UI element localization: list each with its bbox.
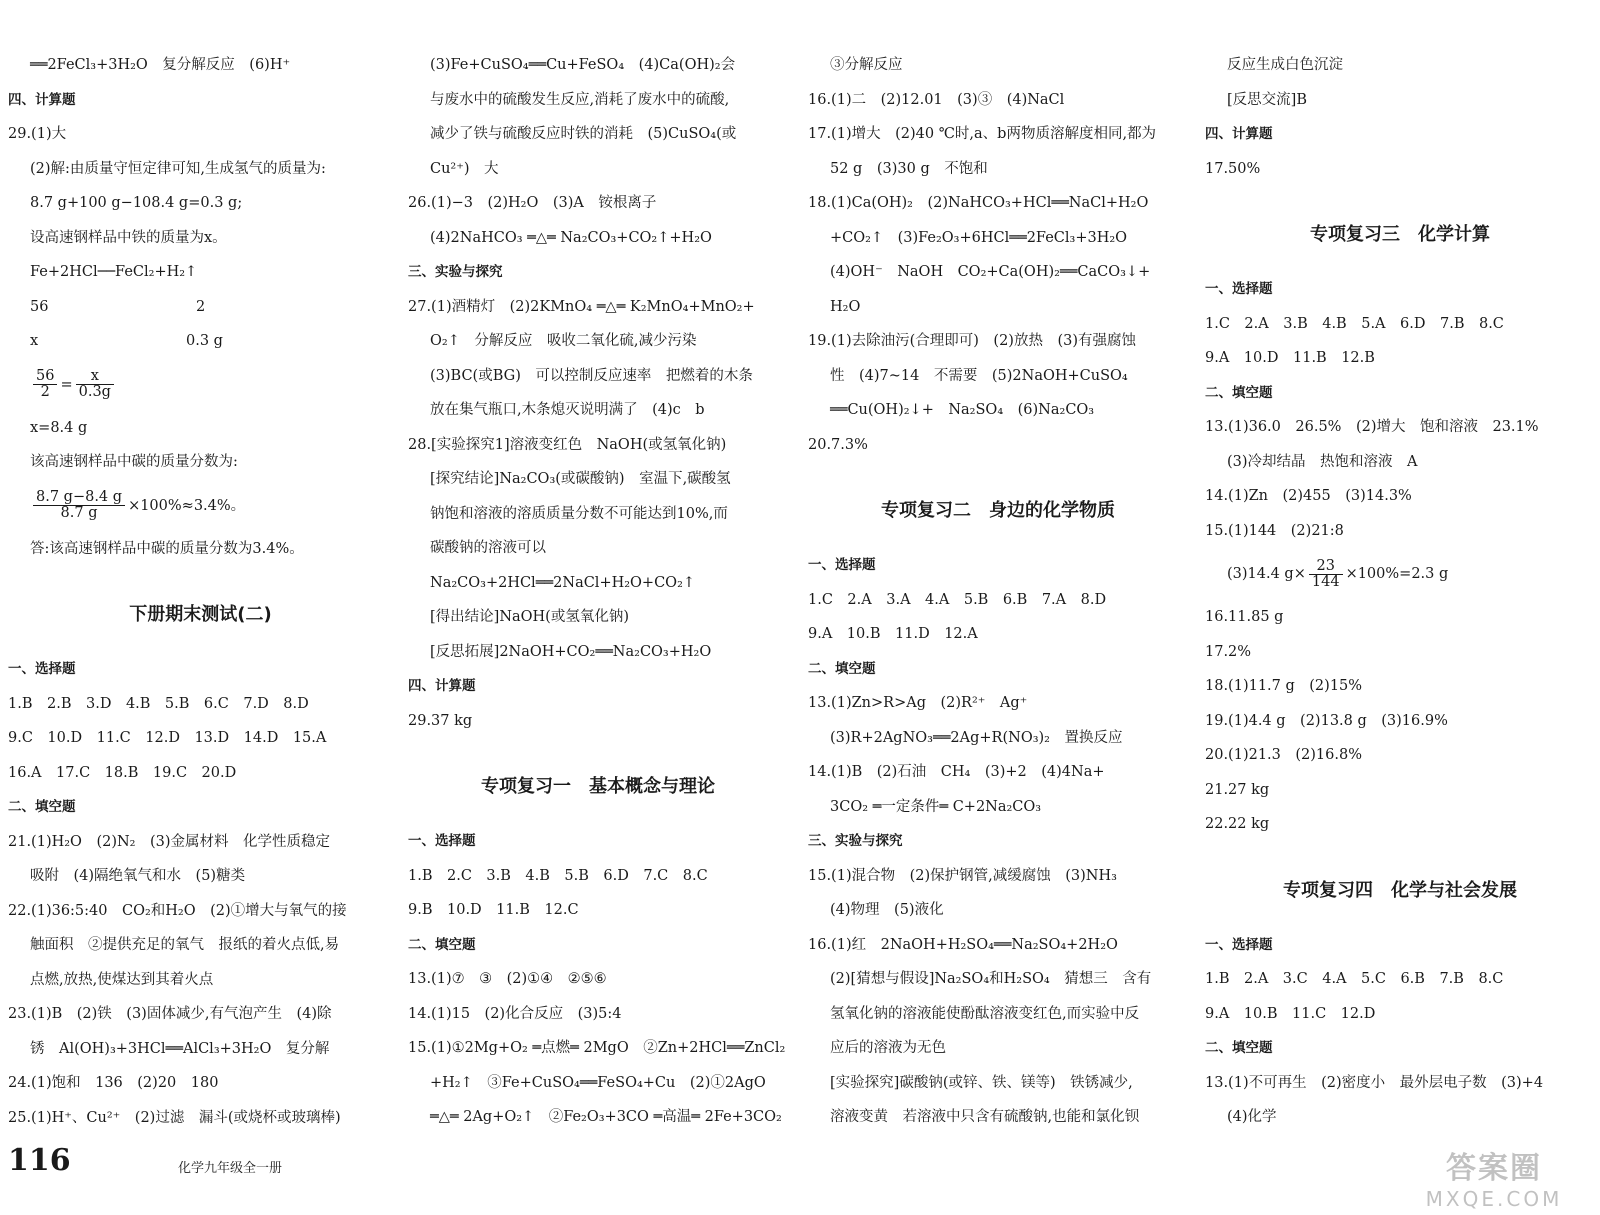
section-heading: 二、填空题 <box>1205 384 1273 401</box>
choice-answers: 9.C 10.D 11.C 12.D 13.D 14.D 15.A <box>8 730 327 746</box>
text-line: 点燃,放热,使煤达到其着火点 <box>30 971 214 988</box>
text-line: 16.(1)红 2NaOH+H₂SO₄══Na₂SO₄+2H₂O <box>808 936 1118 953</box>
text-line: ═△═ 2Ag+O₂↑ ②Fe₂O₃+3CO ═高温═ 2Fe+3CO₂ <box>430 1109 782 1125</box>
choice-answers: 1.B 2.A 3.C 4.A 5.C 6.B 7.B 8.C <box>1205 971 1504 987</box>
text-line: 29.37 kg <box>408 712 473 729</box>
section-heading: 四、计算题 <box>408 678 476 694</box>
choice-answers: 9.B 10.D 11.B 12.C <box>408 902 579 918</box>
text-line: 16.(1)二 (2)12.01 (3)③ (4)NaCl <box>808 91 1065 108</box>
fraction: $\frac{8.7 g-8.4 g}{8.7 g}$ <box>33 490 125 521</box>
column-2 <box>408 48 788 1135</box>
column-1 <box>8 48 393 1135</box>
choice-answers: 16.A 17.C 18.B 19.C 20.D <box>8 764 237 781</box>
section-heading: 二、填空题 <box>808 660 876 677</box>
section-heading: 一、选择题 <box>408 833 476 849</box>
column-4 <box>1205 48 1595 1135</box>
section-heading: 二、填空题 <box>1205 1040 1273 1056</box>
section-title: 下册期末测试(二) <box>129 604 272 625</box>
text-line: 29.(1)大 <box>8 126 67 142</box>
text-line: 触面积 ②提供充足的氧气 报纸的着火点低,易 <box>30 937 340 953</box>
text-line: (3)冷却结晶 热饱和溶液 A <box>1227 453 1418 470</box>
text-line: 20.(1)21.3 (2)16.8% <box>1205 747 1362 763</box>
text-line: 减少了铁与硫酸反应时铁的消耗 (5)CuSO₄(或 <box>430 126 737 142</box>
text-line: 21.(1)H₂O (2)N₂ (3)金属材料 化学性质稳定 <box>8 833 331 850</box>
section-title: 专项复习二 身边的化学物质 <box>881 500 1115 521</box>
text-line: 18.(1)11.7 g (2)15% <box>1205 678 1363 694</box>
section-heading: 一、选择题 <box>1205 936 1273 953</box>
text-line: [探究结论]Na₂CO₃(或碳酸钠) 室温下,碳酸氢 <box>430 471 731 487</box>
text-line: 13.(1)36.0 26.5% (2)增大 饱和溶液 23.1% <box>1205 419 1539 435</box>
text-line: 应后的溶液为无色 <box>830 1040 946 1056</box>
text-line: (3)BC(或BG) 可以控制反应速率 把燃着的木条 <box>430 367 753 384</box>
choice-answers: 1.C 2.A 3.B 4.B 5.A 6.D 7.B 8.C <box>1205 315 1504 332</box>
choice-answers: 1.C 2.A 3.A 4.A 5.B 6.B 7.A 8.D <box>808 591 1107 608</box>
section-heading: 二、填空题 <box>8 799 76 815</box>
text-line: [反思交流]B <box>1227 91 1307 108</box>
text-line: O₂↑ 分解反应 吸收二氧化硫,减少污染 <box>430 333 697 349</box>
text-line: 24.(1)饱和 136 (2)20 180 <box>8 1075 219 1091</box>
section-heading: 四、计算题 <box>8 91 76 108</box>
text-line: (4)物理 (5)液化 <box>830 902 944 918</box>
watermark-url: MXQE.COM <box>1425 1187 1563 1211</box>
text-line: 该高速钢样品中碳的质量分数为: <box>30 454 238 470</box>
text-line: 氢氧化钠的溶液能使酚酞溶液变红色,而实验中反 <box>830 1005 1140 1022</box>
text-line: 13.(1)不可再生 (2)密度小 最外层电子数 (3)+4 <box>1205 1074 1544 1091</box>
ratio-right: 2 <box>196 298 206 315</box>
text-line: 27.(1)酒精灯 (2)2KMnO₄ ═△═ K₂MnO₄+MnO₂+ <box>408 298 755 315</box>
section-title: 专项复习四 化学与社会发展 <box>1283 879 1517 901</box>
text-line: x=8.4 g <box>30 419 88 436</box>
text-line: 碳酸钠的溶液可以 <box>430 540 546 556</box>
ratio-left: x <box>30 333 39 349</box>
fraction: $\frac{x}{0.3g}$ <box>76 369 114 400</box>
section-heading: 一、选择题 <box>808 557 876 573</box>
text-line: 23.(1)B (2)铁 (3)固体减少,有气泡产生 (4)除 <box>8 1006 332 1022</box>
choice-answers: 9.A 10.D 11.B 12.B <box>1205 350 1375 366</box>
text-line: (4)OH⁻ NaOH CO₂+Ca(OH)₂══CaCO₃↓+ <box>830 264 1151 280</box>
text-line: 13.(1)Zn>R>Ag (2)R²⁺ Ag⁺ <box>808 695 1028 711</box>
text-line: 15.(1)混合物 (2)保护钢管,减缓腐蚀 (3)NH₃ <box>808 867 1117 884</box>
text-line: 吸附 (4)隔绝氧气和水 (5)糖类 <box>30 868 246 884</box>
text-line: H₂O <box>830 298 861 315</box>
text-line: 17.2% <box>1205 643 1252 660</box>
text-line: 锈 Al(OH)₃+3HCl══AlCl₃+3H₂O 复分解 <box>30 1040 330 1057</box>
text-line: 17.(1)增大 (2)40 ℃时,a、b两物质溶解度相同,都为 <box>808 126 1157 142</box>
page-number: 116 <box>8 1143 71 1178</box>
text-line: (2)解:由质量守恒定律可知,生成氢气的质量为: <box>30 160 326 177</box>
text-line: 22.(1)36:5:40 CO₂和H₂O (2)①增大与氧气的接 <box>8 902 347 919</box>
section-heading: 四、计算题 <box>1205 126 1273 142</box>
section-title: 专项复习三 化学计算 <box>1310 224 1490 245</box>
choice-answers: 1.B 2.C 3.B 4.B 5.B 6.D 7.C 8.C <box>408 867 708 884</box>
proportion-equation: $\frac{56}{2}$ = $\frac{x}{0.3g}$ <box>8 359 393 411</box>
text-line: 性 (4)7~14 不需要 (5)2NaOH+CuSO₄ <box>830 367 1128 384</box>
text-line: 15.(1)144 (2)21:8 <box>1205 522 1344 539</box>
text-line: 22.22 kg <box>1205 816 1270 832</box>
text-line: 17.50% <box>1205 160 1261 177</box>
section-title: 专项复习一 基本概念与理论 <box>481 776 715 797</box>
percent-equation: $\frac{8.7 g-8.4 g}{8.7 g}$ ×100%≈3.4%。 <box>8 480 393 532</box>
text-line: 放在集气瓶口,木条熄灭说明满了 (4)c b <box>430 402 705 418</box>
text-line: 21.27 kg <box>1205 781 1270 798</box>
text-line: [实验探究]碳酸钠(或锌、铁、镁等) 铁锈减少, <box>830 1074 1133 1091</box>
watermark-logo <box>1394 1143 1594 1211</box>
text-line: Cu²⁺) 大 <box>430 160 499 177</box>
text-line: 与废水中的硫酸发生反应,消耗了废水中的硫酸, <box>430 91 730 108</box>
fraction: $\frac{23}{144}$ <box>1309 559 1343 590</box>
text-line: 答:该高速钢样品中碳的质量分数为3.4%。 <box>30 540 304 557</box>
text-line: 14.(1)Zn (2)455 (3)14.3% <box>1205 488 1412 504</box>
section-heading: 一、选择题 <box>1205 281 1273 297</box>
text-line: 14.(1)15 (2)化合反应 (3)5:4 <box>408 1005 622 1022</box>
ratio-line <box>8 290 393 325</box>
text-line: 钠饱和溶液的溶质质量分数不可能达到10%,而 <box>430 505 728 522</box>
text-line: 15.(1)①2Mg+O₂ ═点燃═ 2MgO ②Zn+2HCl══ZnCl₂ <box>408 1040 786 1056</box>
text-line: [反思拓展]2NaOH+CO₂══Na₂CO₃+H₂O <box>430 643 712 660</box>
text-line: 28.[实验探究1]溶液变红色 NaOH(或氢氧化钠) <box>408 436 727 453</box>
text-line: 18.(1)Ca(OH)₂ (2)NaHCO₃+HCl══NaCl+H₂O <box>808 195 1149 211</box>
ratio-left: 56 <box>30 298 49 315</box>
text-line: [得出结论]NaOH(或氢氧化钠) <box>430 609 629 625</box>
equation-line: Fe+2HCl──FeCl₂+H₂↑ <box>30 264 198 280</box>
book-title: 化学九年级全一册 <box>178 1161 283 1176</box>
text-line: 16.11.85 g <box>1205 609 1284 625</box>
watermark-text: 答案圈 <box>1446 1151 1542 1186</box>
percent-equation: (3)14.4 g× $\frac{23}{144}$ ×100%=2.3 g <box>1227 557 1449 590</box>
text-line: 25.(1)H⁺、Cu²⁺ (2)过滤 漏斗(或烧杯或玻璃棒) <box>8 1109 341 1126</box>
text-line: 8.7 g+100 g−108.4 g=0.3 g; <box>30 195 243 211</box>
text-line: +CO₂↑ (3)Fe₂O₃+6HCl══2FeCl₃+3H₂O <box>830 229 1128 246</box>
text-line: 52 g (3)30 g 不饱和 <box>830 160 988 177</box>
text-line: +H₂↑ ③Fe+CuSO₄══FeSO₄+Cu (2)①2AgO <box>430 1074 766 1091</box>
section-heading: 一、选择题 <box>8 661 76 677</box>
text-line: 设高速钢样品中铁的质量为x。 <box>30 229 227 246</box>
ratio-right: 0.3 g <box>186 333 223 349</box>
page-footer <box>8 1143 428 1183</box>
text-line: 3CO₂ ═一定条件═ C+2Na₂CO₃ <box>830 798 1042 815</box>
text-line: (3)R+2AgNO₃══2Ag+R(NO₃)₂ 置换反应 <box>830 729 1123 746</box>
text-line: ══Cu(OH)₂↓+ Na₂SO₄ (6)Na₂CO₃ <box>830 402 1095 418</box>
choice-answers: 9.A 10.B 11.D 12.A <box>808 626 978 642</box>
section-heading: 二、填空题 <box>408 936 476 953</box>
text-line: 26.(1)−3 (2)H₂O (3)A 铵根离子 <box>408 195 657 211</box>
text-line: 19.(1)4.4 g (2)13.8 g (3)16.9% <box>1205 712 1448 729</box>
fraction: $\frac{56}{2}$ <box>33 369 57 400</box>
text-line: ③分解反应 <box>830 57 903 73</box>
section-heading: 三、实验与探究 <box>408 264 503 280</box>
text-line: (4)化学 <box>1227 1109 1277 1125</box>
text-line: (4)2NaHCO₃ ═△═ Na₂CO₃+CO₂↑+H₂O <box>430 229 712 246</box>
column-3 <box>808 48 1188 1135</box>
text-line: 反应生成白色沉淀 <box>1227 57 1343 73</box>
text-line: Na₂CO₃+2HCl══2NaCl+H₂O+CO₂↑ <box>430 574 696 591</box>
section-heading: 三、实验与探究 <box>808 833 903 849</box>
text-line: ══2FeCl₃+3H₂O 复分解反应 (6)H⁺ <box>30 57 291 73</box>
text-line: 13.(1)⑦ ③ (2)①④ ②⑤⑥ <box>408 971 607 987</box>
ratio-line <box>8 324 393 359</box>
choice-answers: 1.B 2.B 3.D 4.B 5.B 6.C 7.D 8.D <box>8 695 309 712</box>
text-line: (2)[猜想与假设]Na₂SO₄和H₂SO₄ 猜想三 含有 <box>830 971 1152 987</box>
choice-answers: 9.A 10.B 11.C 12.D <box>1205 1005 1376 1022</box>
text-line: (3)Fe+CuSO₄══Cu+FeSO₄ (4)Ca(OH)₂会 <box>430 57 736 73</box>
text-line: 14.(1)B (2)石油 CH₄ (3)+2 (4)4Na+ <box>808 764 1105 780</box>
text-line: 溶液变黄 若溶液中只含有硫酸钠,也能和氯化钡 <box>830 1109 1140 1125</box>
text-line: 19.(1)去除油污(合理即可) (2)放热 (3)有强腐蚀 <box>808 333 1136 349</box>
text-line: 20.7.3% <box>808 436 868 453</box>
